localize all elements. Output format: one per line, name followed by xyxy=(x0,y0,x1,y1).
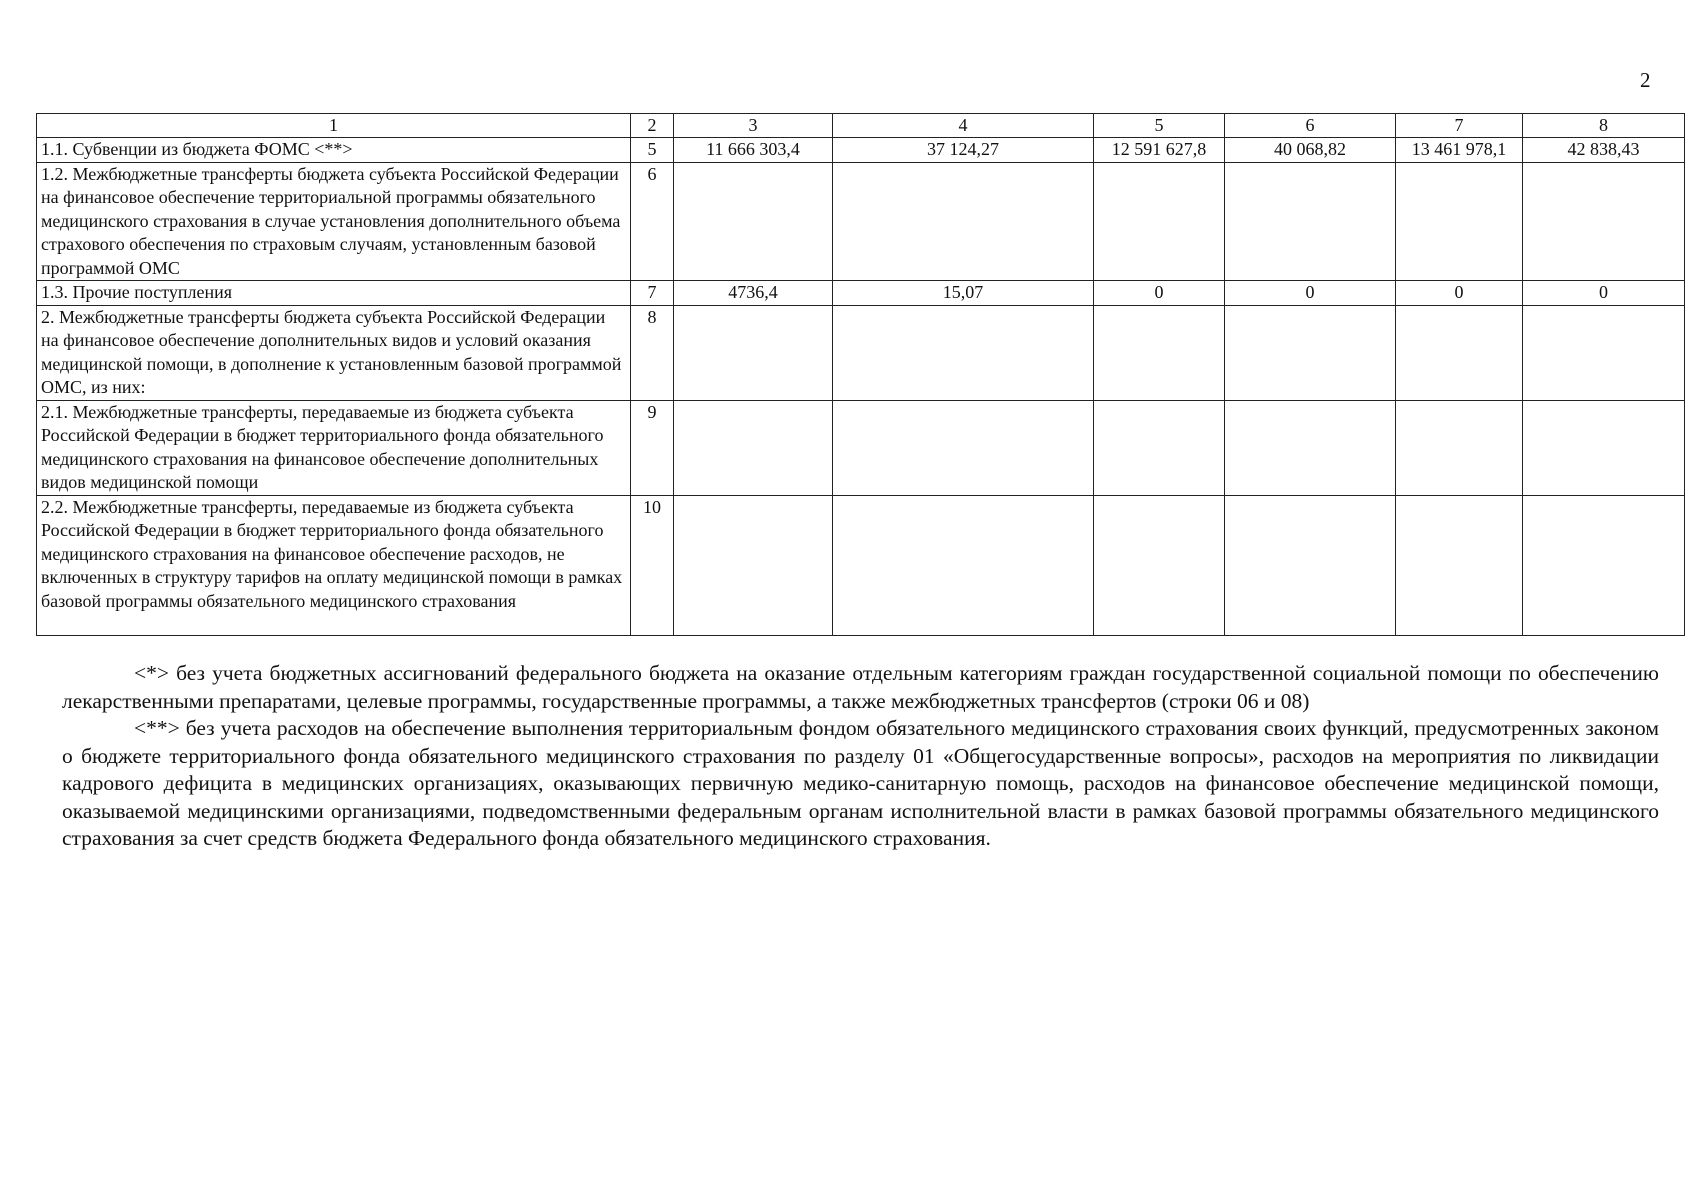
row-value xyxy=(1523,162,1685,281)
column-header: 3 xyxy=(674,114,833,138)
budget-table xyxy=(36,113,1685,636)
page-number: 2 xyxy=(1640,68,1651,92)
row-value xyxy=(1094,495,1225,635)
row-label: 2.1. Межбюджетные трансферты, передаваемые из бюджета субъекта Российской Федерации в бюджет территориального фонда обязательного медицинского страхования на финансовое обеспечение дополнительных видов медицинской помощи xyxy=(37,400,631,495)
column-header: 4 xyxy=(833,114,1094,138)
column-header: 2 xyxy=(631,114,674,138)
row-number: 9 xyxy=(631,400,674,495)
row-value: 40 068,82 xyxy=(1225,138,1396,163)
row-label: 2.2. Межбюджетные трансферты, передаваемые из бюджета субъекта Российской Федерации в бюджет территориального фонда обязательного медицинского страхования на финансовое обеспечение расходов, не включенных в структуру тарифов на оплату медицинской помощи в рамках базовой программы обязательного медицинского страхования xyxy=(37,495,631,635)
footnote-double-star: <**> без учета расходов на обеспечение выполнения территориальным фондом обязательного медицинского страхования своих функций, предусмотренных законом о бюджете территориального фонда обязательного медицинского страхования по разделу 01 «Общегосударственные вопросы», расходов на мероприятия по ликвидации кадрового дефицита в медицинских организациях, оказывающих первичную медико-санитарную помощь, расходов на финансовое обеспечение медицинской помощи, оказываемой медицинскими организациями, подведомственными федеральным органам исполнительной власти в рамках базовой программы обязательного медицинского страхования за счет средств бюджета Федерального фонда обязательного медицинского страхования. xyxy=(62,716,1659,850)
row-value: 0 xyxy=(1396,281,1523,306)
row-value xyxy=(1523,305,1685,400)
column-header: 7 xyxy=(1396,114,1523,138)
row-label: 1.1. Субвенции из бюджета ФОМС <**> xyxy=(37,138,631,163)
row-value xyxy=(1094,162,1225,281)
footnotes xyxy=(62,660,1659,853)
row-value xyxy=(674,305,833,400)
row-label: 1.2. Межбюджетные трансферты бюджета субъекта Российской Федерации на финансовое обеспечение территориальной программы обязательного медицинского страхования в случае установления дополнительного объема страхового обеспечения по страховым случаям, установленным базовой программой ОМС xyxy=(37,162,631,281)
row-number: 7 xyxy=(631,281,674,306)
table-header-row xyxy=(37,114,1685,138)
row-number: 10 xyxy=(631,495,674,635)
column-header: 8 xyxy=(1523,114,1685,138)
row-value xyxy=(1523,495,1685,635)
column-header: 6 xyxy=(1225,114,1396,138)
table-row xyxy=(37,305,1685,400)
table-row xyxy=(37,162,1685,281)
footnote-single-star: <*> без учета бюджетных ассигнований федерального бюджета на оказание отдельным категориям граждан государственной социальной помощи по обеспечению лекарственными препаратами, целевые программы, государственные программы, а также межбюджетных трансфертов (строки 06 и 08) xyxy=(62,661,1659,713)
column-header: 1 xyxy=(37,114,631,138)
row-value: 0 xyxy=(1523,281,1685,306)
row-value: 11 666 303,4 xyxy=(674,138,833,163)
row-value xyxy=(674,400,833,495)
row-value xyxy=(674,162,833,281)
row-label: 1.3. Прочие поступления xyxy=(37,281,631,306)
row-value: 15,07 xyxy=(833,281,1094,306)
row-value: 37 124,27 xyxy=(833,138,1094,163)
row-number: 6 xyxy=(631,162,674,281)
table-row xyxy=(37,400,1685,495)
row-value xyxy=(1225,400,1396,495)
row-value xyxy=(1523,400,1685,495)
row-value xyxy=(1094,305,1225,400)
row-value: 12 591 627,8 xyxy=(1094,138,1225,163)
table-row xyxy=(37,138,1685,163)
row-label: 2. Межбюджетные трансферты бюджета субъекта Российской Федерации на финансовое обеспечение дополнительных видов и условий оказания медицинской помощи, в дополнение к установленным базовой программой ОМС, из них: xyxy=(37,305,631,400)
row-value: 4736,4 xyxy=(674,281,833,306)
row-value xyxy=(1225,162,1396,281)
row-value xyxy=(1396,400,1523,495)
row-value xyxy=(1396,495,1523,635)
row-value: 0 xyxy=(1225,281,1396,306)
row-value xyxy=(833,305,1094,400)
table-row xyxy=(37,281,1685,306)
row-number: 8 xyxy=(631,305,674,400)
row-value xyxy=(674,495,833,635)
row-value: 42 838,43 xyxy=(1523,138,1685,163)
row-value xyxy=(1225,305,1396,400)
column-header: 5 xyxy=(1094,114,1225,138)
table-row xyxy=(37,495,1685,635)
row-number: 5 xyxy=(631,138,674,163)
row-value: 13 461 978,1 xyxy=(1396,138,1523,163)
row-value xyxy=(1396,162,1523,281)
row-value xyxy=(1094,400,1225,495)
row-value xyxy=(1396,305,1523,400)
row-value: 0 xyxy=(1094,281,1225,306)
row-value xyxy=(833,400,1094,495)
row-value xyxy=(833,162,1094,281)
row-value xyxy=(833,495,1094,635)
row-value xyxy=(1225,495,1396,635)
